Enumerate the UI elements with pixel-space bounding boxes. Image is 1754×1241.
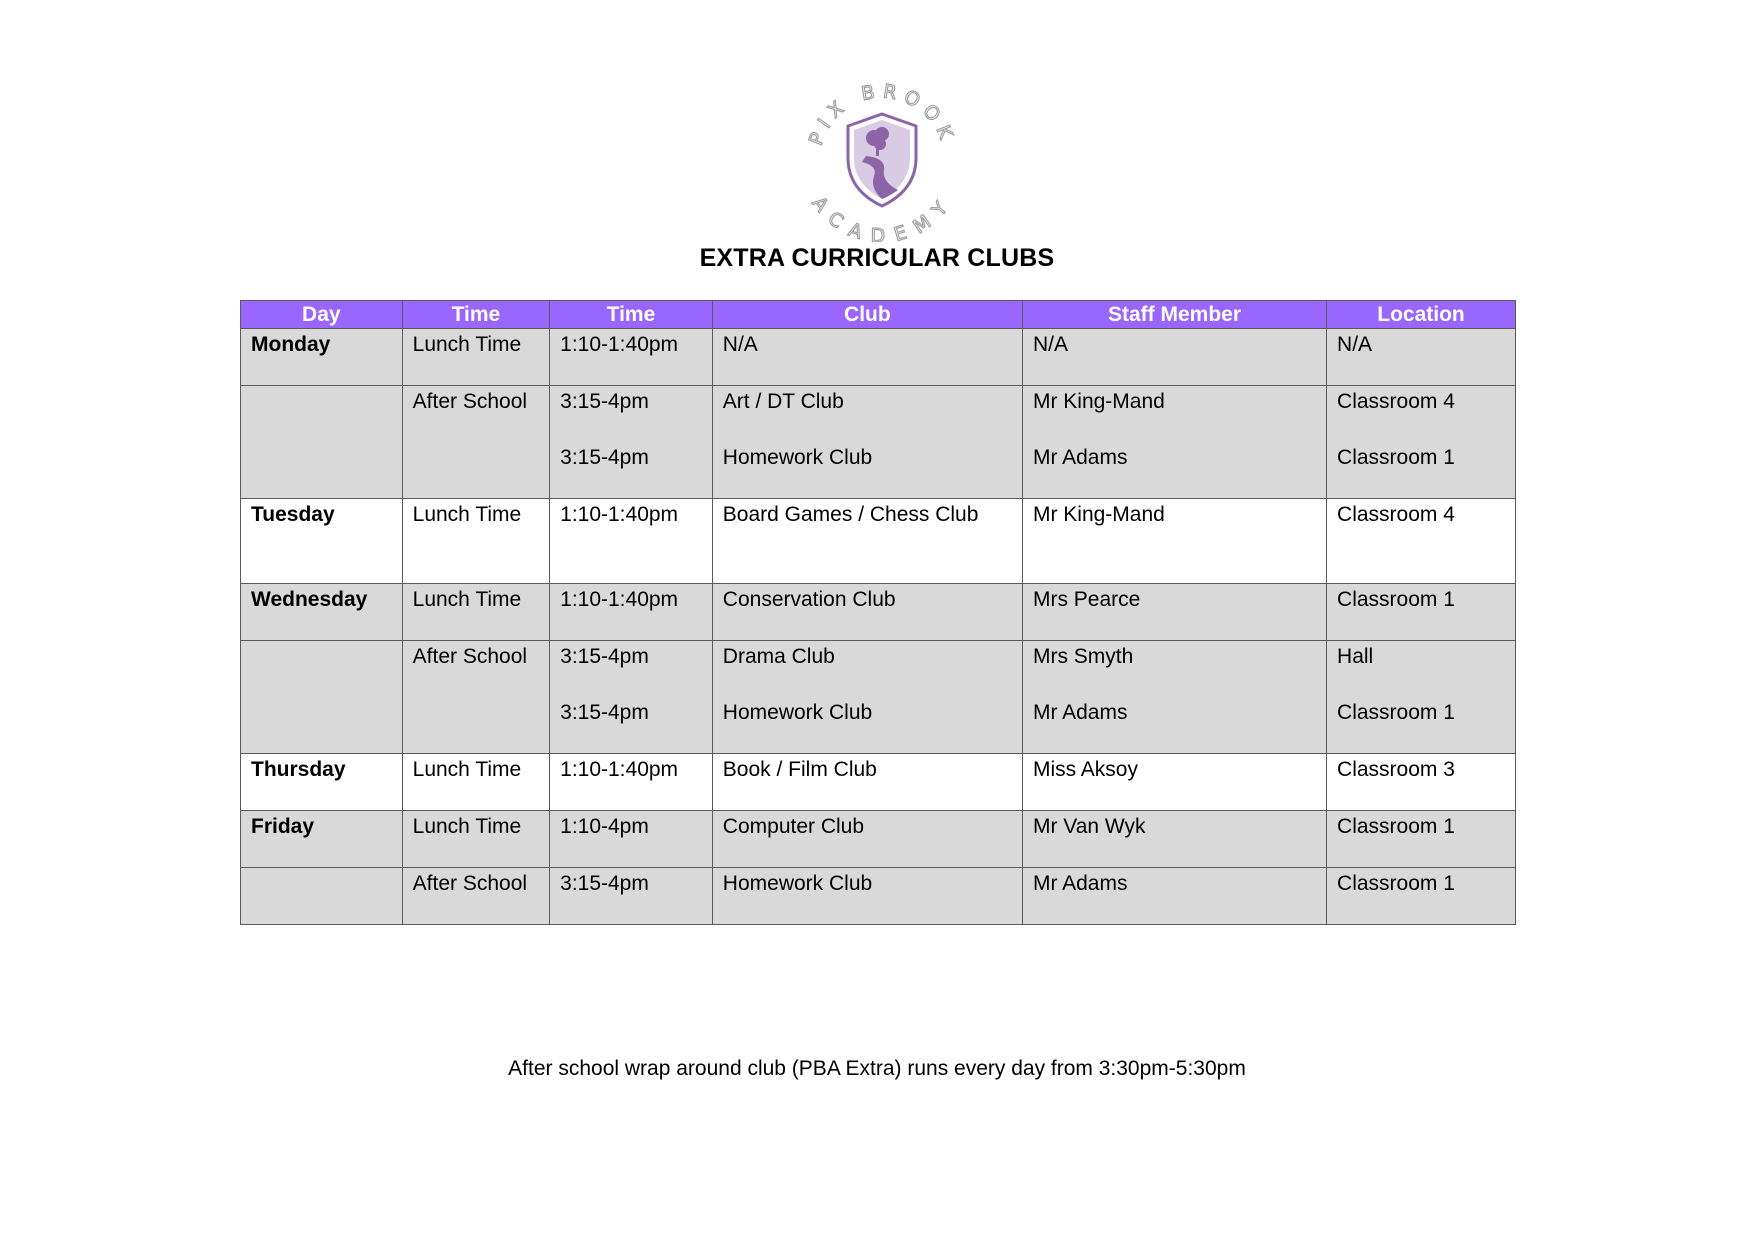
location-cell: Classroom 4 Classroom 1 bbox=[1327, 386, 1516, 499]
table-row bbox=[241, 329, 1516, 386]
header-day: Day bbox=[241, 301, 403, 329]
day-label bbox=[251, 386, 392, 442]
header-club: Club bbox=[712, 301, 1022, 329]
club-cell: Art / DT Club Homework Club bbox=[712, 386, 1022, 499]
header-time-period: Time bbox=[402, 301, 550, 329]
staff-cell: Mr King-Mand Mr Adams bbox=[1022, 386, 1326, 499]
table-row bbox=[241, 754, 1516, 811]
time-cell: 3:15-4pm 3:15-4pm bbox=[550, 641, 713, 754]
time-cell: 1:10-1:40pm bbox=[550, 499, 713, 584]
day-cell bbox=[241, 754, 403, 811]
day-label bbox=[251, 641, 392, 697]
staff-cell: Mrs Pearce bbox=[1022, 584, 1326, 641]
period-cell: Lunch Time bbox=[402, 754, 550, 811]
time-cell: 3:15-4pm 3:15-4pm bbox=[550, 386, 713, 499]
footnote: After school wrap around club (PBA Extra) runs every day from 3:30pm-5:30pm bbox=[508, 1057, 1246, 1080]
staff-cell: Mr King-Mand bbox=[1022, 499, 1326, 584]
day-label: Wednesday bbox=[251, 588, 368, 611]
logo-text-bottom: ACADEMY bbox=[807, 192, 957, 242]
day-label: Thursday bbox=[251, 758, 346, 781]
period-cell: After School bbox=[402, 386, 550, 499]
day-cell bbox=[241, 584, 403, 641]
table-row bbox=[241, 386, 1516, 499]
period-cell: Lunch Time bbox=[402, 499, 550, 584]
header-staff-member: Staff Member bbox=[1022, 301, 1326, 329]
club-cell: Drama Club Homework Club bbox=[712, 641, 1022, 754]
staff-cell: Mrs Smyth Mr Adams bbox=[1022, 641, 1326, 754]
day-cell bbox=[241, 641, 403, 754]
club-cell: N/A bbox=[712, 329, 1022, 386]
header-location: Location bbox=[1327, 301, 1516, 329]
table-header-row bbox=[241, 301, 1516, 329]
period-cell: Lunch Time bbox=[402, 811, 550, 868]
location-cell: Classroom 1 bbox=[1327, 811, 1516, 868]
day-cell bbox=[241, 386, 403, 499]
table-row bbox=[241, 584, 1516, 641]
table-row bbox=[241, 499, 1516, 584]
staff-cell: N/A bbox=[1022, 329, 1326, 386]
day-cell bbox=[241, 811, 403, 868]
day-label: Friday bbox=[251, 815, 315, 838]
time-cell: 3:15-4pm bbox=[550, 868, 713, 925]
time-cell: 1:10-1:40pm bbox=[550, 754, 713, 811]
period-cell: Lunch Time bbox=[402, 329, 550, 386]
location-cell: Classroom 4 bbox=[1327, 499, 1516, 584]
club-cell: Homework Club bbox=[712, 868, 1022, 925]
logo-text-top: PIX BROOK bbox=[804, 80, 960, 149]
day-cell bbox=[241, 499, 403, 584]
time-cell: 1:10-1:40pm bbox=[550, 329, 713, 386]
day-label: Tuesday bbox=[251, 503, 335, 526]
time-cell: 1:10-1:40pm bbox=[550, 584, 713, 641]
club-cell: Board Games / Chess Club bbox=[712, 499, 1022, 584]
location-cell: Hall Classroom 1 bbox=[1327, 641, 1516, 754]
location-cell: Classroom 1 bbox=[1327, 584, 1516, 641]
period-cell: After School bbox=[402, 868, 550, 925]
table-row bbox=[241, 811, 1516, 868]
location-cell: Classroom 1 bbox=[1327, 868, 1516, 925]
clubs-table bbox=[240, 300, 1516, 925]
table-row bbox=[241, 868, 1516, 925]
day-cell bbox=[241, 329, 403, 386]
period-cell: Lunch Time bbox=[402, 584, 550, 641]
club-cell: Book / Film Club bbox=[712, 754, 1022, 811]
club-cell: Conservation Club bbox=[712, 584, 1022, 641]
staff-cell: Miss Aksoy bbox=[1022, 754, 1326, 811]
staff-cell: Mr Van Wyk bbox=[1022, 811, 1326, 868]
period-cell: After School bbox=[402, 641, 550, 754]
header-time: Time bbox=[550, 301, 713, 329]
time-cell: 1:10-4pm bbox=[550, 811, 713, 868]
staff-cell: Mr Adams bbox=[1022, 868, 1326, 925]
day-label: Monday bbox=[251, 333, 331, 356]
day-cell bbox=[241, 868, 403, 925]
location-cell: N/A bbox=[1327, 329, 1516, 386]
club-cell: Computer Club bbox=[712, 811, 1022, 868]
location-cell: Classroom 3 bbox=[1327, 754, 1516, 811]
day-label bbox=[251, 868, 392, 924]
table-row bbox=[241, 641, 1516, 754]
page-title: EXTRA CURRICULAR CLUBS bbox=[699, 244, 1055, 272]
school-logo bbox=[800, 78, 964, 242]
